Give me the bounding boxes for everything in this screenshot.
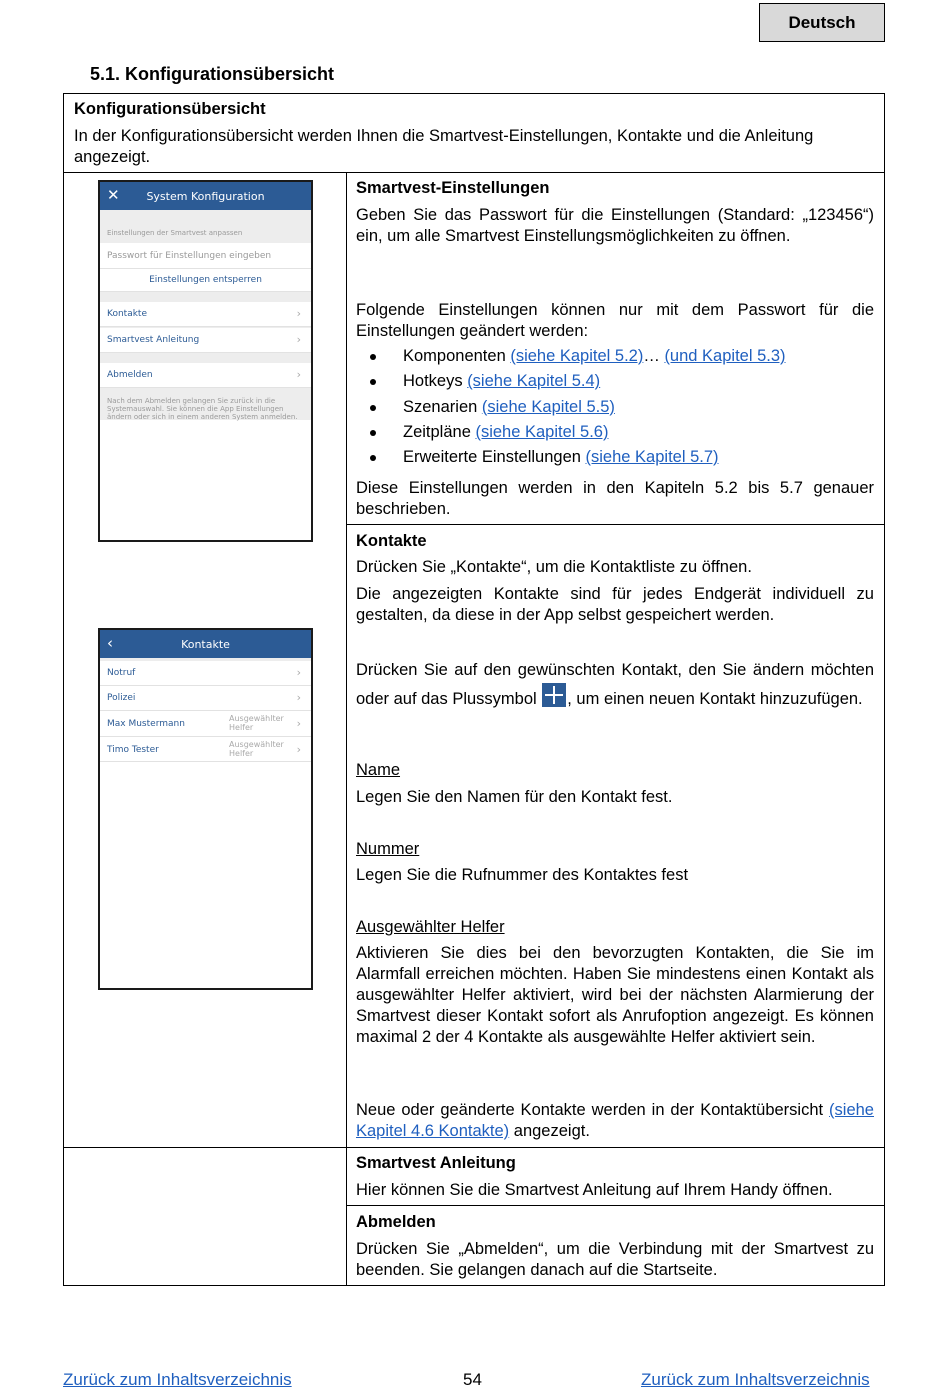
chapter-link[interactable]: (siehe Kapitel 5.2) [510,347,644,365]
menu-item-abmelden[interactable]: Abmelden › [100,363,311,388]
screen-title: Kontakte [181,637,230,651]
name-heading: Name [356,761,401,779]
table-divider [346,524,884,525]
number-text: Legen Sie die Rufnummer des Kontaktes fest [356,866,689,884]
system-config-screenshot [98,180,313,542]
chevron-right-icon: › [296,333,301,346]
number-heading: Nummer [356,840,420,858]
contact-row[interactable]: Polizei › [100,686,311,711]
contacts-screenshot [98,628,313,990]
settings-title: Smartvest-Einstellungen [356,179,550,197]
helper-text: Aktivieren Sie dies bei den bevorzugten Kontakten, die Sie im Alarmfall erreichen möchten. Haben Sie mindestens einen Kontakt als ausgewählter Helfer aktiviert, wird bei der nächsten Alarmierung der Smartvest dieser Kontakt sofort als Anrufoption angezeigt. Es können maximal 2 der 4 Kontakte als ausgewählte Helfer aktiviert sein. [356,944,874,1046]
settings-closing: Diese Einstellungen werden in den Kapiteln 5.2 bis 5.7 genauer beschrieben. [356,479,874,518]
intro-text: In der Konfigurationsübersicht werden Ihnen die Smartvest-Einstellungen, Kontakte und die Anleitung angezeigt. [74,127,814,166]
list-item: Komponenten (siehe Kapitel 5.2)… (und Kapitel 5.3) [356,346,786,371]
contacts-p3: Drücken Sie auf den gewünschten Kontakt, den Sie ändern möchten oder auf das Plussymbol , um einen neuen Kontakt hinzuzufügen. [356,661,874,708]
back-to-toc-link[interactable]: Zurück zum Inhaltsverzeichnis [63,1370,292,1389]
table-divider [63,1147,885,1148]
chapter-link[interactable]: (siehe Kapitel 5.4) [467,372,601,391]
section-hint: Einstellungen der Smartvest anpassen [107,229,243,237]
chapter-link[interactable]: (siehe Kapitel 4.6 Kontakte) [356,1101,874,1140]
list-item: Szenarien (siehe Kapitel 5.5) [356,397,786,422]
chevron-right-icon: › [296,666,301,679]
helper-badge: Ausgewählter Helfer [229,740,284,758]
table-divider [63,172,885,173]
chapter-link[interactable]: (siehe Kapitel 5.5) [481,397,615,416]
plus-icon [542,683,566,707]
app-header [100,630,311,658]
list-item: Zeitpläne (siehe Kapitel 5.6) [356,422,786,447]
close-icon[interactable]: ✕ [107,186,120,204]
unlock-settings-button[interactable]: Einstellungen entsperren [100,269,311,292]
contact-row[interactable]: Notruf › [100,661,311,686]
contact-row[interactable]: Max Mustermann Ausgewählter Helfer › [100,711,311,737]
language-tab[interactable]: Deutsch [759,3,885,42]
helper-heading: Ausgewählter Helfer [356,918,505,936]
chapter-link[interactable]: (siehe Kapitel 5.7) [585,448,719,467]
section-heading: 5.1. Konfigurationsübersicht [90,64,335,84]
chapter-link[interactable]: (und Kapitel 5.3) [664,347,786,365]
back-chevron-icon[interactable]: ‹ [107,634,113,652]
table-column-divider [346,172,347,1285]
contacts-p2: Die angezeigten Kontakte sind für jedes Endgerät individuell zu gestalten, da diese in der App selbst gespeichert werden. [356,585,874,624]
menu-item-anleitung[interactable]: Smartvest Anleitung › [100,328,311,353]
list-item: Hotkeys (siehe Kapitel 5.4) [356,371,786,396]
contact-row[interactable]: Timo Tester Ausgewählter Helfer › [100,737,311,762]
contacts-title: Kontakte [356,532,427,550]
settings-list [356,346,786,472]
logout-title: Abmelden [356,1213,436,1231]
settings-text: Geben Sie das Passwort für die Einstellungen (Standard: „123456“) ein, um alle Smartvest Einstellungsmöglichkeiten zu öffnen. [356,206,874,245]
menu-item-kontakte[interactable]: Kontakte › [100,302,311,327]
page-number: 54 [463,1370,482,1389]
list-item: Erweiterte Einstellungen (siehe Kapitel 5.7) [356,447,786,472]
table-divider [346,1205,884,1206]
chapter-link[interactable]: (siehe Kapitel 5.6) [475,422,609,441]
contacts-p1: Drücken Sie „Kontakte“, um die Kontaktliste zu öffnen. [356,558,752,576]
chevron-right-icon: › [296,307,301,320]
screen-title: System Konfiguration [146,189,265,203]
password-field[interactable]: Passwort für Einstellungen eingeben [100,243,311,269]
intro-title: Konfigurationsübersicht [74,100,266,118]
chevron-right-icon: › [296,743,301,756]
chevron-right-icon: › [296,717,301,730]
back-to-toc-link[interactable]: Zurück zum Inhaltsverzeichnis [641,1370,870,1389]
manual-title: Smartvest Anleitung [356,1154,516,1172]
logout-note: Nach dem Abmelden gelangen Sie zurück in die Systemauswahl. Sie können die App Einstellungen ändern oder sich in einem anderen System anmelden. [107,397,298,421]
contacts-final: Neue oder geänderte Kontakte werden in der Kontaktübersicht (siehe Kapitel 4.6 Kontakte) angezeigt. [356,1101,874,1140]
settings-lead: Folgende Einstellungen können nur mit dem Passwort für die Einstellungen geändert werden: [356,301,874,340]
name-text: Legen Sie den Namen für den Kontakt fest. [356,788,673,806]
app-header [100,182,311,210]
chevron-right-icon: › [296,691,301,704]
helper-badge: Ausgewählter Helfer [229,714,284,732]
logout-text: Drücken Sie „Abmelden“, um die Verbindung mit der Smartvest zu beenden. Sie gelangen danach auf die Startseite. [356,1240,874,1279]
chevron-right-icon: › [296,368,301,381]
manual-text: Hier können Sie die Smartvest Anleitung auf Ihrem Handy öffnen. [356,1181,833,1199]
